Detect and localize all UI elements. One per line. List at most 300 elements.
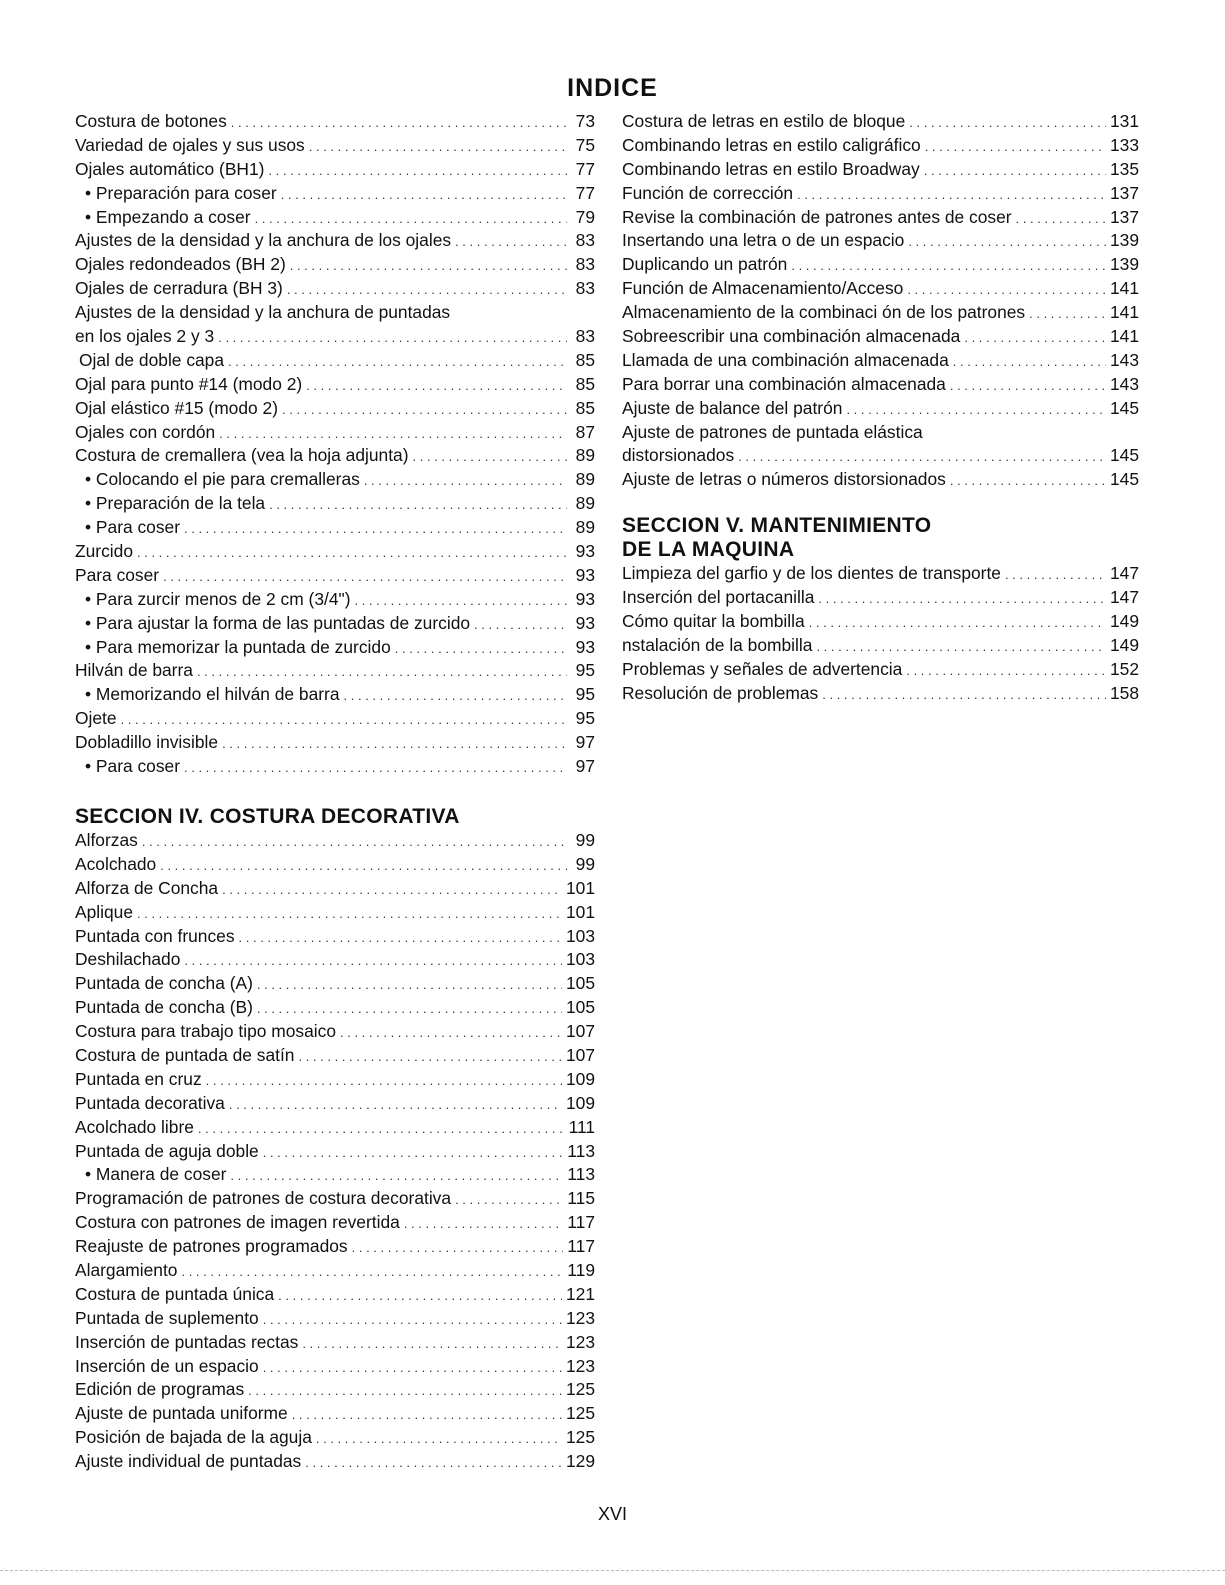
dot-leader bbox=[222, 878, 562, 901]
dot-leader bbox=[282, 398, 567, 421]
toc-entry bbox=[622, 397, 1139, 421]
toc-entry-page: 149 bbox=[1109, 634, 1139, 655]
toc-entry-page: 89 bbox=[575, 469, 595, 490]
toc-entry-title: Ojales redondeados (BH 2) bbox=[75, 254, 286, 275]
dot-leader bbox=[738, 445, 1106, 468]
toc-entry-title: Programación de patrones de costura decorativa bbox=[75, 1188, 452, 1209]
toc-entry bbox=[75, 972, 595, 996]
toc-entry-title: Ojal para punto #14 (modo 2) bbox=[75, 373, 303, 394]
toc-entry-page: 89 bbox=[575, 445, 595, 466]
toc-entry-page: 125 bbox=[565, 1379, 595, 1400]
dot-leader bbox=[909, 111, 1106, 134]
toc-entry bbox=[75, 707, 595, 731]
toc-entry bbox=[622, 562, 1139, 586]
toc-entry-page: 95 bbox=[575, 708, 595, 729]
toc-entry bbox=[75, 1283, 595, 1307]
toc-entry bbox=[75, 397, 595, 421]
toc-entry-page: 101 bbox=[565, 877, 595, 898]
toc-list bbox=[622, 110, 1139, 492]
toc-entry-title: Ojales de cerradura (BH 3) bbox=[75, 278, 283, 299]
toc-entry-title: Ojales automático (BH1) bbox=[75, 158, 265, 179]
dot-leader bbox=[964, 326, 1106, 349]
toc-entry bbox=[75, 588, 595, 612]
toc-entry bbox=[75, 492, 595, 516]
dot-leader bbox=[953, 350, 1106, 373]
toc-entry bbox=[75, 1402, 595, 1426]
toc-entry-title: Posición de bajada de la aguja bbox=[75, 1427, 312, 1448]
toc-entry bbox=[622, 158, 1139, 182]
dot-leader bbox=[924, 159, 1106, 182]
dot-leader bbox=[184, 949, 562, 972]
toc-entry-title: Almacenamiento de la combinaci ón de los patrones bbox=[622, 302, 1026, 323]
toc-entry-title: Llamada de una combinación almacenada bbox=[622, 349, 949, 370]
dot-leader bbox=[950, 374, 1106, 397]
toc-entry bbox=[622, 301, 1139, 325]
dot-leader bbox=[846, 398, 1106, 421]
toc-entry bbox=[75, 1068, 595, 1092]
toc-list bbox=[75, 829, 595, 1474]
toc-entry-page: 117 bbox=[567, 1236, 595, 1257]
toc-entry-title: Sobreescribir una combinación almacenada bbox=[622, 326, 961, 347]
toc-entry-page: 149 bbox=[1109, 611, 1139, 632]
toc-entry-page: 105 bbox=[565, 973, 595, 994]
toc-entry-title: • Para zurcir menos de 2 cm (3/4") bbox=[75, 588, 350, 612]
toc-entry-title: Puntada de suplemento bbox=[75, 1307, 259, 1328]
toc-entry-title: Costura de cremallera (vea la hoja adjunta) bbox=[75, 445, 409, 466]
toc-entry bbox=[75, 421, 595, 445]
toc-entry-page: 143 bbox=[1109, 349, 1139, 370]
toc-entry-title: Resolución de problemas bbox=[622, 682, 819, 703]
toc-entry-page: 113 bbox=[567, 1164, 595, 1185]
toc-entry-page: 147 bbox=[1109, 563, 1139, 584]
dot-leader bbox=[474, 613, 567, 636]
dot-leader bbox=[255, 207, 567, 230]
toc-entry-page: 95 bbox=[575, 684, 595, 705]
dot-leader bbox=[239, 926, 562, 949]
toc-entry-page: 137 bbox=[1109, 182, 1139, 203]
toc-entry bbox=[622, 182, 1139, 206]
toc-entry-page: 77 bbox=[575, 158, 595, 179]
toc-entry-title: Reajuste de patrones programados bbox=[75, 1236, 348, 1257]
toc-entry bbox=[75, 1116, 595, 1140]
toc-entry bbox=[75, 444, 595, 468]
dot-leader bbox=[455, 1188, 563, 1211]
toc-entry-title: Alforzas bbox=[75, 829, 138, 850]
toc-entry bbox=[75, 468, 595, 492]
toc-entry-page: 73 bbox=[575, 111, 595, 131]
dot-leader bbox=[364, 469, 567, 492]
toc-entry-title: Ajuste de puntada uniforme bbox=[75, 1403, 288, 1424]
toc-entry-title: Costura de botones bbox=[75, 111, 227, 131]
toc-entry bbox=[75, 1331, 595, 1355]
toc-entry bbox=[75, 877, 595, 901]
toc-entry bbox=[75, 683, 595, 707]
toc-entry-title: Alargamiento bbox=[75, 1259, 178, 1280]
toc-entry-title: Combinando letras en estilo caligráfico bbox=[622, 134, 921, 155]
toc-entry-page: 93 bbox=[575, 541, 595, 562]
toc-entry-title: Costura de letras en estilo de bloque bbox=[622, 111, 906, 131]
toc-entry-page: 145 bbox=[1109, 397, 1139, 418]
toc-entry-title: Ojal elástico #15 (modo 2) bbox=[75, 397, 278, 418]
toc-entry-title: Limpieza del garfio y de los dientes de transporte bbox=[622, 563, 1001, 584]
dot-leader bbox=[121, 708, 567, 731]
dot-leader bbox=[797, 183, 1106, 206]
dot-leader bbox=[269, 493, 567, 516]
toc-list bbox=[75, 110, 595, 779]
toc-entry-title: Inserción del portacanilla bbox=[622, 587, 815, 608]
dot-leader bbox=[184, 756, 567, 779]
dot-leader bbox=[1016, 207, 1106, 230]
dot-leader bbox=[305, 1451, 562, 1474]
toc-entry-page: 105 bbox=[565, 997, 595, 1018]
toc-entry-page: 85 bbox=[575, 349, 595, 370]
toc-entry-title: Ojales con cordón bbox=[75, 421, 216, 442]
dot-leader bbox=[263, 1141, 564, 1164]
toc-entry-title: Duplicando un patrón bbox=[622, 254, 788, 275]
toc-entry-page: 103 bbox=[565, 925, 595, 946]
toc-entry bbox=[622, 634, 1139, 658]
dot-leader bbox=[316, 1427, 562, 1450]
toc-entry bbox=[75, 1140, 595, 1164]
toc-entry bbox=[622, 586, 1139, 610]
toc-entry-page: 93 bbox=[575, 564, 595, 585]
toc-entry bbox=[75, 229, 595, 253]
toc-entry-title: Revise la combinación de patrones antes de coser bbox=[622, 206, 1012, 227]
toc-list bbox=[622, 562, 1139, 705]
toc-entry bbox=[622, 206, 1139, 230]
toc-entry-title: • Memorizando el hilván de barra bbox=[75, 683, 340, 707]
toc-entry-page: 133 bbox=[1109, 134, 1139, 155]
dot-leader bbox=[822, 683, 1106, 706]
toc-entry-title: Ajustes de la densidad y la anchura de los ojales bbox=[75, 230, 452, 251]
toc-entry-page: 145 bbox=[1109, 445, 1139, 466]
toc-entry bbox=[75, 1307, 595, 1331]
toc-entry-page: 93 bbox=[575, 636, 595, 657]
toc-entry-title: Ojete bbox=[75, 708, 117, 729]
toc-entry-page: 87 bbox=[575, 421, 595, 442]
toc-entry-page: 93 bbox=[575, 588, 595, 609]
toc-entry-title: Costura de puntada única bbox=[75, 1283, 275, 1304]
toc-entry bbox=[622, 253, 1139, 277]
dot-leader bbox=[908, 230, 1106, 253]
toc-entry-page: 107 bbox=[565, 1044, 595, 1065]
dot-leader bbox=[263, 1308, 562, 1331]
toc-entry bbox=[75, 996, 595, 1020]
toc-entry bbox=[75, 564, 595, 588]
toc-entry-title: • Preparación de la tela bbox=[75, 492, 265, 516]
toc-entry-page: 83 bbox=[575, 230, 595, 251]
toc-entry-page: 119 bbox=[567, 1259, 595, 1280]
toc-entry-title: Inserción de un espacio bbox=[75, 1355, 259, 1376]
toc-entry-title: Dobladillo invisible bbox=[75, 732, 219, 753]
toc-entry-page: 123 bbox=[565, 1307, 595, 1328]
toc-entry-page: 75 bbox=[575, 134, 595, 155]
dot-leader bbox=[287, 278, 567, 301]
toc-entry-title: Deshilachado bbox=[75, 949, 181, 970]
toc-entry-title: • Preparación para coser bbox=[75, 182, 277, 206]
toc-entry-title: Función de corrección bbox=[622, 182, 794, 203]
toc-entry-title: nstalación de la bombilla bbox=[622, 634, 813, 655]
toc-entry bbox=[75, 1092, 595, 1116]
toc-entry-page: 77 bbox=[575, 182, 595, 203]
toc-entry-title: Ajuste de patrones de puntada elástica bbox=[622, 421, 923, 442]
toc-entry bbox=[75, 253, 595, 277]
toc-entry-title: Combinando letras en estilo Broadway bbox=[622, 158, 920, 179]
toc-entry-page: 103 bbox=[565, 949, 595, 970]
dot-leader bbox=[219, 422, 567, 445]
toc-entry-page: 158 bbox=[1109, 682, 1139, 703]
toc-entry-page: 147 bbox=[1109, 587, 1139, 608]
dot-leader bbox=[198, 1117, 565, 1140]
toc-entry bbox=[75, 1259, 595, 1283]
dot-leader bbox=[950, 469, 1106, 492]
toc-entry-page: 109 bbox=[565, 1092, 595, 1113]
toc-entry bbox=[75, 325, 595, 349]
dot-leader bbox=[344, 684, 567, 707]
toc-entry-page: 111 bbox=[568, 1116, 595, 1137]
toc-entry-page: 152 bbox=[1109, 658, 1139, 679]
toc-entry-title: Inserción de puntadas rectas bbox=[75, 1331, 299, 1352]
toc-entry bbox=[75, 158, 595, 182]
toc-entry-page: 79 bbox=[575, 206, 595, 227]
toc-entry-title: Acolchado libre bbox=[75, 1116, 194, 1137]
toc-entry bbox=[622, 682, 1139, 706]
dot-leader bbox=[404, 1212, 563, 1235]
toc-entry-page: 85 bbox=[575, 373, 595, 394]
toc-entry bbox=[75, 1426, 595, 1450]
toc-entry-title: Alforza de Concha bbox=[75, 877, 219, 898]
toc-entry-page: 123 bbox=[565, 1355, 595, 1376]
toc-entry bbox=[75, 612, 595, 636]
page-title: INDICE bbox=[567, 74, 658, 102]
dot-leader bbox=[222, 732, 567, 755]
toc-entry bbox=[622, 468, 1139, 492]
toc-left-column bbox=[75, 110, 595, 1474]
section-v-heading-line1: SECCION V. MANTENIMIENTO bbox=[622, 514, 932, 538]
toc-entry-title: Puntada en cruz bbox=[75, 1068, 202, 1089]
toc-entry-page: 93 bbox=[575, 612, 595, 633]
toc-entry-page: 117 bbox=[567, 1212, 595, 1233]
toc-entry-title: Ajuste de balance del patrón bbox=[622, 397, 843, 418]
toc-entry-page: 125 bbox=[565, 1403, 595, 1424]
toc-entry bbox=[75, 1044, 595, 1068]
dot-leader bbox=[395, 637, 567, 660]
toc-entry bbox=[75, 925, 595, 949]
dot-leader bbox=[257, 997, 562, 1020]
toc-entry bbox=[622, 349, 1139, 373]
dot-leader bbox=[354, 589, 567, 612]
toc-entry-title: Zurcido bbox=[75, 541, 133, 562]
dot-leader bbox=[907, 278, 1106, 301]
toc-entry-page: 139 bbox=[1109, 230, 1139, 251]
dot-leader bbox=[816, 635, 1106, 658]
toc-entry bbox=[75, 206, 595, 230]
dot-leader bbox=[352, 1236, 564, 1259]
toc-entry-title: Puntada de concha (A) bbox=[75, 973, 253, 994]
dot-leader bbox=[309, 135, 567, 158]
toc-entry-title: • Colocando el pie para cremalleras bbox=[75, 468, 360, 492]
toc-entry bbox=[75, 853, 595, 877]
toc-entry-title: Acolchado bbox=[75, 853, 157, 874]
toc-entry-title: Edición de programas bbox=[75, 1379, 245, 1400]
toc-entry-page: 113 bbox=[567, 1140, 595, 1161]
toc-entry-page: 141 bbox=[1109, 278, 1139, 299]
toc-entry-page: 83 bbox=[575, 254, 595, 275]
section-v-heading-line2: DE LA MAQUINA bbox=[622, 538, 795, 562]
toc-entry-page: 89 bbox=[575, 493, 595, 514]
toc-entry-title: • Manera de coser bbox=[75, 1163, 226, 1187]
toc-entry-title: Función de Almacenamiento/Acceso bbox=[622, 278, 904, 299]
toc-entry bbox=[75, 1235, 595, 1259]
dot-leader bbox=[290, 254, 567, 277]
section-iv-heading: SECCION IV. COSTURA DECORATIVA bbox=[75, 804, 460, 828]
toc-entry-page: 137 bbox=[1109, 206, 1139, 227]
dot-leader bbox=[1029, 302, 1106, 325]
bottom-rule bbox=[0, 1570, 1225, 1571]
toc-entry bbox=[75, 901, 595, 925]
dot-leader bbox=[302, 1332, 562, 1355]
toc-right-column bbox=[622, 110, 1139, 706]
dot-leader bbox=[263, 1356, 562, 1379]
toc-entry-title: • Para coser bbox=[75, 516, 180, 540]
toc-entry-page: 97 bbox=[575, 756, 595, 777]
toc-entry bbox=[75, 516, 595, 540]
toc-entry bbox=[75, 134, 595, 158]
toc-entry bbox=[75, 731, 595, 755]
section-gap bbox=[75, 779, 595, 805]
toc-entry bbox=[622, 134, 1139, 158]
toc-entry-page: 131 bbox=[1109, 111, 1139, 131]
dot-leader bbox=[197, 660, 567, 683]
dot-leader bbox=[292, 1403, 562, 1426]
toc-entry-page: 125 bbox=[565, 1427, 595, 1448]
toc-entry bbox=[75, 182, 595, 206]
toc-entry-page: 99 bbox=[575, 853, 595, 874]
dot-leader bbox=[181, 1260, 563, 1283]
toc-entry-title: Puntada con frunces bbox=[75, 925, 235, 946]
toc-entry bbox=[75, 110, 595, 134]
toc-entry-page: 141 bbox=[1109, 326, 1139, 347]
toc-entry-page: 85 bbox=[575, 397, 595, 418]
toc-entry bbox=[622, 229, 1139, 253]
toc-entry-title: • Para memorizar la puntada de zurcido bbox=[75, 636, 391, 660]
dot-leader bbox=[906, 659, 1106, 682]
toc-entry-page: 145 bbox=[1109, 469, 1139, 490]
toc-entry bbox=[622, 325, 1139, 349]
toc-entry bbox=[622, 610, 1139, 634]
toc-entry-title: Insertando una letra o de un espacio bbox=[622, 230, 905, 251]
dot-leader bbox=[306, 374, 567, 397]
toc-entry bbox=[622, 277, 1139, 301]
toc-entry-page: 89 bbox=[575, 517, 595, 538]
toc-entry-page: 129 bbox=[565, 1451, 595, 1472]
dot-leader bbox=[206, 1069, 562, 1092]
dot-leader bbox=[413, 445, 568, 468]
toc-entry bbox=[75, 540, 595, 564]
dot-leader bbox=[455, 230, 567, 253]
toc-entry bbox=[622, 444, 1139, 468]
toc-entry-title: Puntada de aguja doble bbox=[75, 1140, 259, 1161]
toc-entry bbox=[622, 373, 1139, 397]
toc-entry-title: • Para coser bbox=[75, 755, 180, 779]
dot-leader bbox=[809, 611, 1106, 634]
toc-entry-title: Hilván de barra bbox=[75, 660, 193, 681]
toc-entry-page: 95 bbox=[575, 660, 595, 681]
toc-entry-title: Costura con patrones de imagen revertida bbox=[75, 1212, 400, 1233]
toc-entry bbox=[75, 277, 595, 301]
dot-leader bbox=[818, 587, 1106, 610]
toc-entry bbox=[75, 1163, 595, 1187]
toc-entry bbox=[75, 1355, 595, 1379]
dot-leader bbox=[278, 1284, 562, 1307]
toc-entry-page: 115 bbox=[567, 1188, 595, 1209]
dot-leader bbox=[791, 254, 1106, 277]
dot-leader bbox=[231, 111, 567, 134]
toc-entry-page: 143 bbox=[1109, 373, 1139, 394]
toc-entry-page: 123 bbox=[565, 1331, 595, 1352]
toc-entry-title: Cómo quitar la bombilla bbox=[622, 611, 805, 632]
toc-entry-title: Variedad de ojales y sus usos bbox=[75, 134, 305, 155]
toc-entry-page: 97 bbox=[575, 732, 595, 753]
dot-leader bbox=[142, 830, 567, 853]
toc-entry-title: Ojal de doble capa bbox=[79, 349, 225, 370]
toc-entry-page: 99 bbox=[575, 829, 595, 850]
toc-entry bbox=[622, 658, 1139, 682]
dot-leader bbox=[137, 541, 567, 564]
toc-entry-title: • Empezando a coser bbox=[75, 206, 251, 230]
toc-entry-page: 121 bbox=[565, 1283, 595, 1304]
toc-entry-title: Aplique bbox=[75, 901, 134, 922]
section-gap bbox=[622, 492, 1139, 514]
toc-entry bbox=[75, 1378, 595, 1402]
toc-entry bbox=[75, 659, 595, 683]
toc-entry-page: 109 bbox=[565, 1068, 595, 1089]
toc-entry-title: Para coser bbox=[75, 564, 160, 585]
dot-leader bbox=[137, 902, 562, 925]
toc-entry-page: 101 bbox=[565, 901, 595, 922]
dot-leader bbox=[218, 326, 567, 349]
toc-entry bbox=[75, 636, 595, 660]
toc-entry bbox=[75, 755, 595, 779]
toc-entry-title: Costura de puntada de satín bbox=[75, 1044, 295, 1065]
toc-entry bbox=[75, 1020, 595, 1044]
dot-leader bbox=[298, 1045, 562, 1068]
toc-entry bbox=[75, 829, 595, 853]
toc-entry bbox=[75, 349, 595, 373]
toc-entry-title: Ajustes de la densidad y la anchura de puntadas bbox=[75, 302, 451, 323]
toc-entry-page: 83 bbox=[575, 278, 595, 299]
page-number: XVI bbox=[597, 1504, 627, 1524]
toc-entry bbox=[75, 1211, 595, 1235]
toc-entry-title: distorsionados bbox=[622, 445, 735, 466]
dot-leader bbox=[248, 1379, 562, 1402]
dot-leader bbox=[925, 135, 1106, 158]
toc-entry-title: en los ojales 2 y 3 bbox=[75, 326, 215, 347]
toc-entry bbox=[75, 373, 595, 397]
dot-leader bbox=[184, 517, 567, 540]
dot-leader bbox=[257, 973, 562, 996]
toc-entry-page: 83 bbox=[575, 326, 595, 347]
toc-entry bbox=[75, 1450, 595, 1474]
toc-entry bbox=[75, 948, 595, 972]
toc-entry-page: 141 bbox=[1109, 302, 1139, 323]
dot-leader bbox=[268, 159, 567, 182]
dot-leader bbox=[160, 854, 567, 877]
dot-leader bbox=[340, 1021, 562, 1044]
dot-leader bbox=[229, 1093, 562, 1116]
toc-entry-title: Costura para trabajo tipo mosaico bbox=[75, 1021, 336, 1042]
toc-entry bbox=[622, 421, 1139, 445]
